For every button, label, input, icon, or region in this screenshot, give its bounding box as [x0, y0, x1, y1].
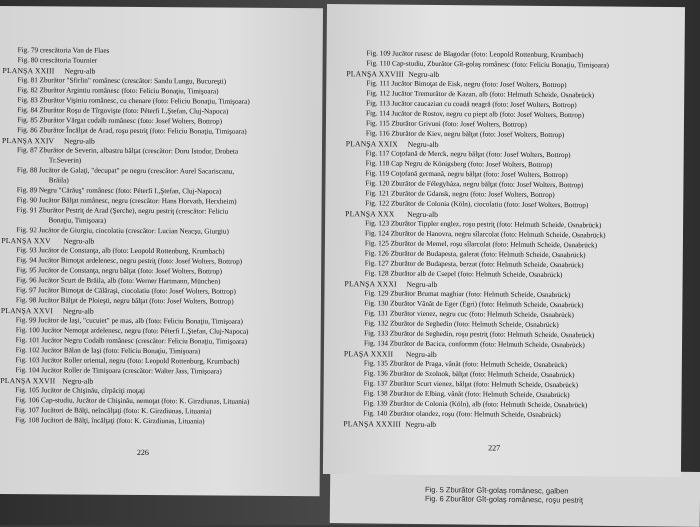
figure-caption: Fig. 114 Jucător de Rostov, negru cu piept alb (foto: Josef Wolters, Bottrop) — [366, 109, 585, 120]
figure-caption: Fig. 105 Jucător de Chişinău, cîrpăciţi moţaţi — [15, 386, 146, 396]
figure-caption: Fig. 135 Zburător de Praga, vânăt (foto: Helmuth Scheide, Osnabrück) — [363, 359, 568, 370]
figure-caption: Fig. 89 Negru "Cărăuş" românesc (foto: Péterfi I.,Ştefan, Cluj-Napoca) — [16, 186, 222, 196]
plate-heading — [343, 419, 437, 429]
figure-caption: Fig. 93 Jucător de Constanţa, alb (foto: Leopold Rottenburg, Krumbach) — [16, 246, 225, 256]
figure-caption: Fig. 138 Zburător de Elbing, vânăt (foto: Helmuth Scheide, Osnabrück) — [363, 389, 570, 400]
figure-caption: Fig. 121 Zburător de Gdansk, negru (foto: Josef Wolters, Bottrop) — [365, 189, 555, 199]
plate-heading — [345, 139, 439, 149]
plate-heading — [344, 279, 438, 289]
left-page — [0, 6, 323, 496]
plate-type: Negru-alb — [407, 209, 439, 219]
figure-caption: Fig. 117 Coţofană de Merck, negru bălţat (foto: Josef Wolters, Bottrop) — [365, 149, 571, 160]
figure-caption: Fig. 84 Zburător Roşu de Tîrgovişte (foto: Péterfi I.,Ştefan, Cluj-Napoca) — [17, 106, 229, 116]
figure-caption: Fig. 97 Jucător Bimoţat de Călăraşi, ciocolatiu (foto: Josef Wolters, Bottrop) — [15, 286, 236, 296]
plate-type: Negru-alb — [64, 136, 95, 146]
plate-type: Negru-alb — [405, 349, 437, 359]
plate-type: Negru-alb — [64, 66, 96, 76]
figure-caption: Fig. 86 Zburător Încălţat de Arad, roşu pestriţ (foto: Feliciu Bonaţiu, Timişoara) — [17, 126, 247, 136]
figure-caption: Fig. 100 Jucător Nemoţat ardelenesc, negru (foto: Péterfi I.,Ştefan, Cluj-Napoca) — [15, 326, 249, 336]
figure-caption: Fig. 107 Jucători de Bălţi, neîncălţaţi (foto: K. Girzdiunas, Lituania) — [15, 406, 212, 416]
figure-caption: Fig. 79 crescătoria Van de Flaes — [17, 46, 110, 55]
figure-caption: Fig. 128 Zburător alb de Csepel (foto: Helmuth Scheide, Osnabrück) — [364, 269, 563, 280]
plate-title: PLANŞA XXIII — [2, 66, 55, 76]
right-page — [323, 4, 685, 477]
figure-caption-continuation: Bonaţiu, Timişoara) — [48, 216, 107, 225]
plate-title: PLANŞA XXIV — [2, 136, 55, 146]
figure-caption: Fig. 130 Zburător Vânăt de Eger (Egri) (foto: Helmuth Scheide, Osnabrück) — [364, 299, 584, 310]
figure-caption: Fig. 112 Jucător Tremurător de Kazan, alb (foto: Helmuth Scheide, Osnabrück) — [366, 89, 595, 100]
figure-caption: Fig. 132 Zburător de Seghedin (foto: Helmuth Scheide, Osnabrück) — [364, 319, 559, 330]
plate-heading — [2, 66, 96, 76]
figure-caption: Fig. 111 Jucător Bimoţat de Eisk, negru (foto: Josef Wolters, Bottrop) — [366, 79, 567, 90]
figure-caption: Fig. 91 Zburător Pestriţ de Arad (Şerche), negru pestriţ (crescător: Feliciu — [16, 206, 229, 216]
figure-caption: Fig. 124 Zburător de Hanovra, negru sîlarcolat (foto: Helmuth Scheide, Osnabrück) — [364, 229, 606, 240]
figure-caption-continuation: Tr.Severin) — [48, 156, 82, 165]
figure-caption: Fig. 122 Zburător de Colonia (Köln), ciocolatiu (foto: Josef Wolters, Bottrop) — [365, 199, 589, 210]
figure-caption: Fig. 126 Zburător de Budapesta, galerat (foto: Helmuth Scheide, Osnabrück) — [364, 249, 586, 260]
plate-title: PLANŞA XXVII — [0, 376, 56, 386]
plate-type: Negru-alb — [63, 236, 95, 246]
figure-caption: Fig. 92 Jucător de Giurgiu, ciocolatiu (crescător: Lucian Neacşu, Giurgiu) — [16, 226, 229, 236]
figure-caption: Fig. 123 Zburător Tippler englez, roşu pestriţ (foto: Helmuth Scheide, Osnabrück) — [365, 219, 602, 230]
figure-caption: Fig. 113 Jucător caucazian cu coadă neagră (foto: Josef Wolters, Bottrop) — [366, 99, 577, 110]
plate-title: PLANŞA XXX — [345, 209, 395, 219]
right-page-number: 227 — [488, 443, 501, 453]
figure-caption: Fig. 81 Zburător "Sfirlin" românesc (crescător: Sandu Lungu, Bucureşti) — [17, 76, 227, 86]
plate-type: Negru-alb — [405, 419, 437, 429]
figure-caption: Fig. 82 Zburător Argintiu românesc (foto: Feliciu Bonaţiu, Timişoara) — [17, 86, 219, 96]
figure-caption: Fig. 125 Zburător de Memel, roşu sîlarcolat (foto: Helmuth Scheide, Osnabrück) — [364, 239, 598, 250]
figure-caption: Fig. 133 Zburător de Seghedin, roşu pestriţ (foto: Helmuth Scheide, Osnabrück) — [364, 329, 595, 340]
figure-caption: Fig. 134 Zburător de Bacica, conformm (foto: Helmuth Scheide, Osnabrück) — [364, 339, 585, 350]
left-page-number: 226 — [136, 447, 149, 458]
figure-caption: Fig. 95 Jucător de Constanţa, negru bălţat (foto: Josef Wolters, Bottrop) — [16, 266, 223, 276]
figure-caption: Fig. 120 Zburător de Félegyháza, negru bălţat (foto: Josef Wolters, Bottrop) — [365, 179, 584, 190]
figure-caption: Fig. 96 Jucător Scurt de Brăila, alb (foto: Werner Hartmann, München) — [16, 276, 221, 286]
figure-caption: Fig. 87 Zburător de Severin, albastru bălţat (crescător: Doru Istodor, Drobeta — [16, 146, 239, 156]
figure-caption: Fig. 119 Coţofană germană, negru bălţat (foto: Josef Wolters, Bottrop) — [365, 169, 568, 180]
plate-type: Negru-alb — [62, 306, 94, 316]
plate-title: PLANŞA XXV — [1, 236, 51, 246]
figure-caption: Fig. 102 Jucător Bălan de Iaşi (foto: Feliciu Bonaţiu, Timişoara) — [15, 346, 201, 356]
under-page-line-2: Fig. 6 Zburător Gît-golaş românesc, roşu pestriţ — [424, 494, 584, 505]
plate-title: PLANŞA XXVI — [0, 306, 54, 316]
figure-caption: Fig. 108 Jucători de Bălţi, încălţaţi (foto: K. Girzdiunas, Lituania) — [15, 416, 205, 426]
figure-caption-continuation: Brăila) — [48, 176, 69, 185]
figure-caption: Fig. 116 Zburător de Kiev, negru bălţat (foto: Josef Wolters, Bottrop) — [365, 129, 565, 140]
figure-caption: Fig. 127 Zburător de Budapesta, berzat (foto: Helmuth Scheide, Osnabrück) — [364, 259, 584, 270]
figure-caption: Fig. 110 Cap-studiu, Zburător Gît-golaş românesc (foto: Feliciu Bonaţiu, Timişoara) — [366, 59, 609, 70]
plate-heading — [0, 376, 94, 386]
figure-caption: Fig. 137 Zburător Scurt vienez, bălţat (foto: Helmuth Scheide, Osnabrück) — [363, 379, 579, 390]
plate-heading — [0, 306, 94, 316]
figure-caption: Fig. 131 Zburător vienez, negru cuc (foto: Helmuth Scheide, Osnabrück) — [364, 309, 574, 320]
plate-title: PLANŞA XXXI — [344, 279, 397, 289]
figure-caption: Fig. 104 Jucător Roller de Timişoara (crescător: Walter Jass, Timişoara) — [15, 366, 222, 376]
plate-title: PLANŞA XXXIII — [343, 419, 402, 429]
figure-caption: Fig. 83 Zburător Vişiniu românesc, cu chenare (foto: Feliciu Bonaţiu, Timişoara) — [17, 96, 250, 106]
plate-title: PLAŞA XXXII — [343, 349, 394, 359]
figure-caption: Fig. 80 crescătoria Tournier — [17, 56, 98, 65]
plate-type: Negru-alb — [62, 376, 94, 386]
plate-heading — [345, 209, 439, 219]
figure-caption: Fig. 88 Jucător de Galaţi, "decupat" pe negru (crescător: Aurel Sacariscanu, — [16, 166, 235, 176]
plate-heading — [2, 136, 95, 146]
figure-caption: Fig. 103 Jucător Roller oriental, negru (foto: Leopold Rottenburg, Krumbach) — [15, 356, 240, 366]
figure-caption: Fig. 118 Cap Negru de Königsberg (foto: Josef Wolters, Bottrop) — [365, 159, 553, 169]
figure-caption: Fig. 90 Jucător Bălţat românesc, negru (crescător: Hans Horvath, Herxheim) — [16, 196, 237, 206]
plate-heading — [343, 349, 437, 359]
under-page-line-1: Fig. 5 Zburător Gît-golaş românesc, galben — [425, 485, 569, 496]
figure-caption: Fig. 98 Jucător Bălţat de Ploieşti, negru bălţat (foto: Josef Wolters, Bottrop) — [15, 296, 234, 306]
figure-caption: Fig. 115 Zburător Grivuni (foto: Josef Wolters, Bottrop) — [365, 119, 527, 129]
plate-heading — [346, 69, 440, 79]
figure-caption: Fig. 136 Zburător de Szolnok, bălţat (foto: Helmuth Scheide, Osnabrück) — [363, 369, 575, 380]
plate-title: PLANŞA XXIX — [345, 139, 399, 149]
figure-caption: Fig. 99 Jucător de Iaşi, "cucuiet" pe mas, alb (foto: Feliciu Bonaţiu, Timişoara) — [15, 316, 243, 326]
plate-type: Negru-alb — [407, 139, 439, 149]
underlying-page — [330, 468, 700, 527]
plate-type: Negru-alb — [408, 69, 440, 79]
plate-heading — [1, 236, 95, 246]
figure-caption: Fig. 109 Jucător rusesc de Blagodar (foto: Leopold Rottenburg, Krumbach) — [366, 49, 584, 60]
figure-caption: Fig. 85 Zburător Vărgat codalb românesc (foto: Josef Wolters, Bottrop) — [17, 116, 223, 126]
figure-caption: Fig. 101 Jucător Negru Codalb românesc (crescător: Feliciu Bonaţiu, Timişoara) — [15, 336, 248, 346]
figure-caption: Fig. 94 Jucător Bimoţat ardelenesc, negru pestriţ (foto: Josef Wolters, Bottrop) — [16, 256, 243, 266]
figure-caption: Fig. 106 Cap-studiu, Jucător de Chişinău, nemoţat (foto: K. Girzdiunas, Lituania) — [15, 396, 250, 406]
plate-title: PLANŞA XXVIII — [346, 69, 405, 79]
plate-type: Negru-alb — [406, 279, 438, 289]
figure-caption: Fig. 140 Zburător olandez, roşu (foto: Helmuth Scheide, Osnabrück) — [363, 409, 561, 420]
figure-caption: Fig. 129 Zburător Brumat maghiar (foto: Helmuth Scheide, Osnabrück) — [364, 289, 571, 300]
figure-caption: Fig. 139 Zburător de Colonia (Köln), alb (foto: Helmuth Scheide, Osnabrück) — [363, 399, 588, 410]
